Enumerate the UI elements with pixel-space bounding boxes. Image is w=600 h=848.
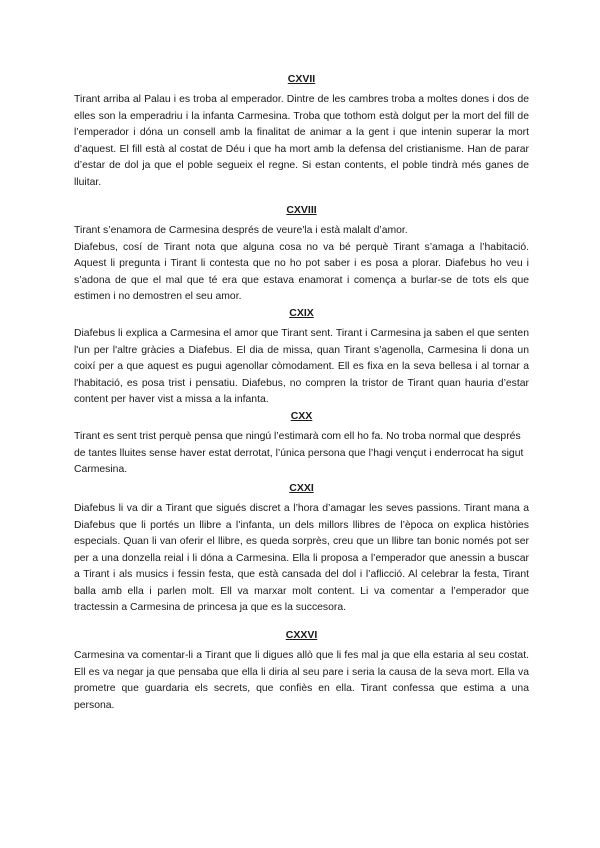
- chapter-paragraph: Diafebus li explica a Carmesina el amor que Tirant sent. Tirant i Carmesina ja saben el que senten l'un per l'altre gràcies a Diafebus. El dia de missa, quan Tirant s’agenolla, Carmesina li dona un coixí per a que aquest es pugui agenollar còmodament. Ell es fixa en la seva bellesa i al tornar a l'habitació, es posa trist i pensatiu. Diafebus, no compren la tristor de Tirant quan hauria d’estar content per haver vist a missa a la infanta.: [74, 328, 529, 405]
- chapter-cxvii: [74, 72, 529, 191]
- chapter-cxxvi: [74, 628, 529, 714]
- chapter-paragraph: Tirant es sent trist perquè pensa que ningú l’estimarà com ell ho fa. No troba normal que després de tantes lluites sense haver estat derrotat, l’única persona que l’hagi vençut i enderrocat ha sigut Carmesina.: [74, 431, 524, 475]
- chapter-paragraph: Tirant arriba al Palau i es troba al emperador. Dintre de les cambres troba a moltes dones i dos de elles son la emperadriu i la infanta Carmesina. Troba que tothom està dolgut per la mort del fill de l’emperador i dóna un consell amb la finalitat de animar a la gent i que intenin superar la mort d’aquest. El fill està al costat de Déu i que ha mort amb la defensa del cristianisme. Han de parar d’estar de dol ja que el poble segueix el regne. Si estan contents, el poble tindrà més ganes de lluitar.: [74, 94, 529, 188]
- chapter-heading: CXVIII: [286, 204, 317, 216]
- chapter-paragraph: Diafebus li va dir a Tirant que sigués discret a l’hora d’amagar les seves passions. Tirant mana a Diafebus que li portés un llibre a l’infanta, un dels millors llibres de l’època on explica històries especials. Quan li van oferir el llibre, es queda sorprès, creu que un llibre tan bonic només pot ser per a una donzella reial i li dóna a Carmesina. Ella li proposa a l’emperador que anessin a buscar a Tirant i als musics i fessin festa, que està cansada del dol i l’aflicció. Al celebrar la festa, Tirant balla amb ella i parlen molt. Ell va marxar molt content. Li va comentar a l’emperador que tractessin a Carmesina de princesa ja que es la succesora.: [74, 503, 529, 613]
- chapter-heading: CXX: [290, 410, 313, 422]
- chapter-paragraph: Tirant s’enamora de Carmesina després de veure'la i està malalt d’amor.: [74, 225, 408, 236]
- chapter-heading: CXXVI: [285, 629, 318, 641]
- chapter-cxix: [74, 306, 529, 409]
- chapter-heading: CXXI: [289, 482, 314, 494]
- chapter-heading: CXIX: [289, 307, 314, 319]
- chapter-cxviii: [74, 203, 529, 306]
- chapter-heading: CXVII: [287, 73, 316, 85]
- chapter-cxx: [74, 409, 529, 479]
- chapter-paragraph: Diafebus, cosí de Tirant nota que alguna cosa no va bé perquè Tirant s’amaga a l’habitació. Aquest li pregunta i Tirant li contesta que no ho pot saber i es posa a plorar. Diafebus ho veu i s’adona de que el mal que té era que estava enamorat i comença a burlar-se de tots els que estimen i no demostren el seu amor.: [74, 241, 529, 302]
- chapter-cxxi: [74, 481, 529, 617]
- chapter-paragraph: Carmesina va comentar-li a Tirant que li digues allò que li fes mal ja que ella estaria al seu costat. Ell es va negar ja que pensaba que ella li diria al seu pare i seria la causa de la seva mort. Ella va prometre que guardaria els secrets, que confiès en ella. Tirant confessa que estima a una persona.: [74, 650, 529, 711]
